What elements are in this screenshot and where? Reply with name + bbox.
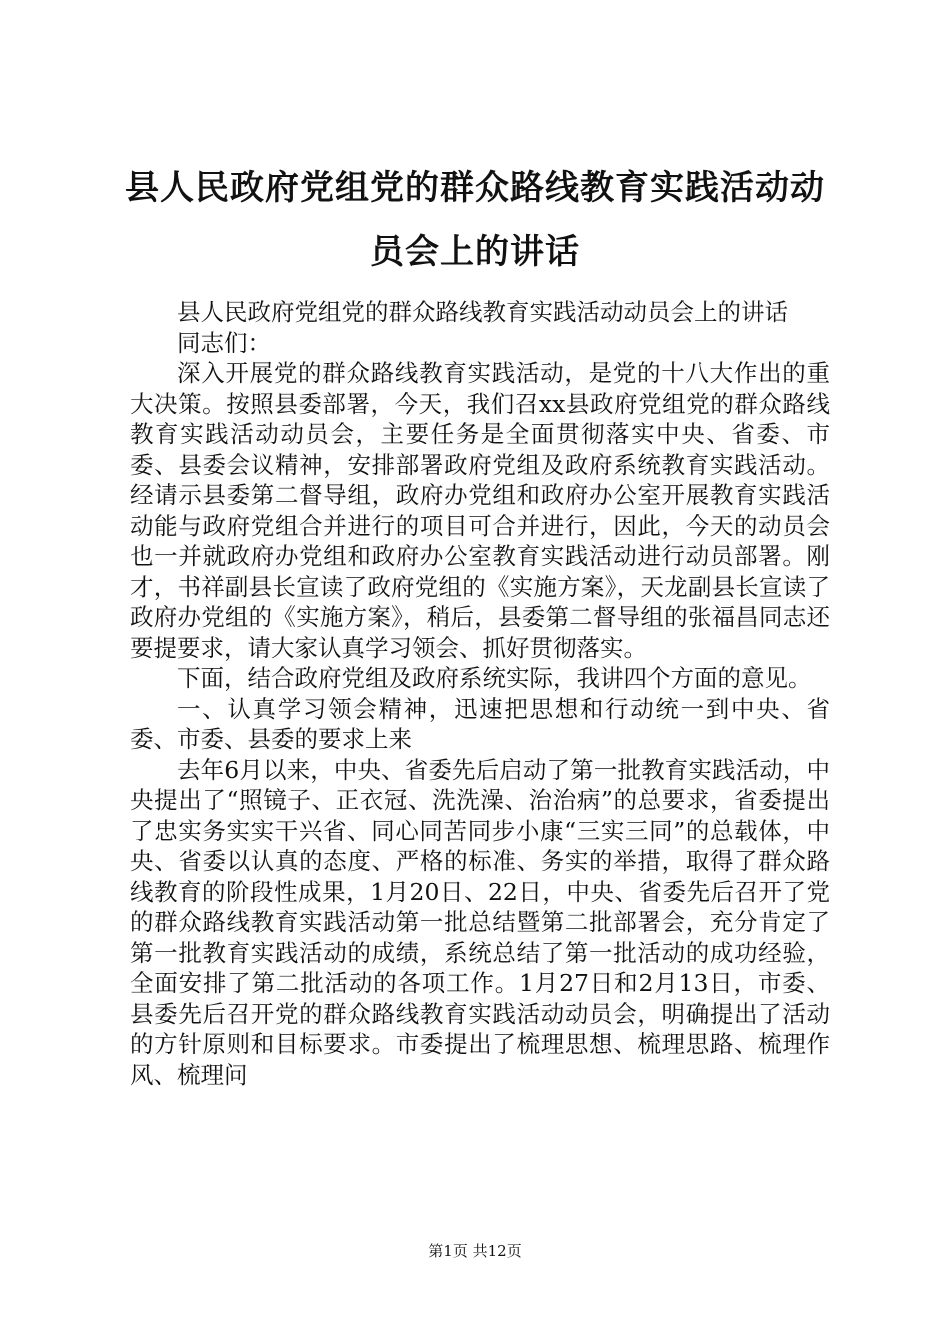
body-paragraph: 深入开展党的群众路线教育实践活动，是党的十八大作出的重大决策。按照县委部署，今天，我们召xx县政府党组党的群众路线教育实践活动动员会，主要任务是全面贯彻落实中央、省委、市委、县委会议精神，安排部署政府党组及政府系统教育实践活动。经请示县委第二督导组，政府办党组和政府办公室开展教育实践活动能与政府党组合并进行的项目可合并进行，因此，今天的动员会也一并就政府办党组和政府办公室教育实践活动进行动员部署。刚才，书祥副县长宣读了政府党组的《实施方案》，天龙副县长宣读了政府办党组的《实施方案》，稍后，县委第二督导组的张福昌同志还要提要求，请大家认真学习领会、抓好贯彻落实。 — [130, 359, 830, 662]
subtitle-paragraph: 县人民政府党组党的群众路线教育实践活动动员会上的讲话 — [177, 298, 788, 326]
document-body — [130, 297, 830, 1090]
salutation-paragraph: 同志们： — [177, 328, 271, 357]
section-heading: 一、认真学习领会精神，迅速把思想和行动统一到中央、省委、市委、县委的要求上来 — [130, 694, 830, 753]
body-paragraph: 去年6月以来，中央、省委先后启动了第一批教育实践活动，中央提出了“照镜子、正衣冠、洗洗澡、治治病”的总要求，省委提出了忠实务实实干兴省、同心同苦同步小康“三实三同”的总载体，中央、省委以认真的态度、严格的标准、务实的举措，取得了群众路线教育的阶段性成果，1月20日、22日，中央、省委先后召开了党的群众路线教育实践活动第一批总结暨第二批部署会，充分肯定了第一批教育实践活动的成绩，系统总结了第一批活动的成功经验，全面安排了第二批活动的各项工作。1月27日和2月13日，市委、县委先后召开党的群众路线教育实践活动动员会，明确提出了活动的方针原则和目标要求。市委提出了梳理思想、梳理思路、梳理作风、梳理问 — [130, 755, 830, 1089]
document-title: 县人民政府党组党的群众路线教育实践活动动员会上的讲话 — [125, 168, 825, 272]
page-footer: 第1页 共12页 — [428, 1242, 522, 1260]
body-paragraph: 下面，结合政府党组及政府系统实际，我讲四个方面的意见。 — [177, 664, 812, 692]
